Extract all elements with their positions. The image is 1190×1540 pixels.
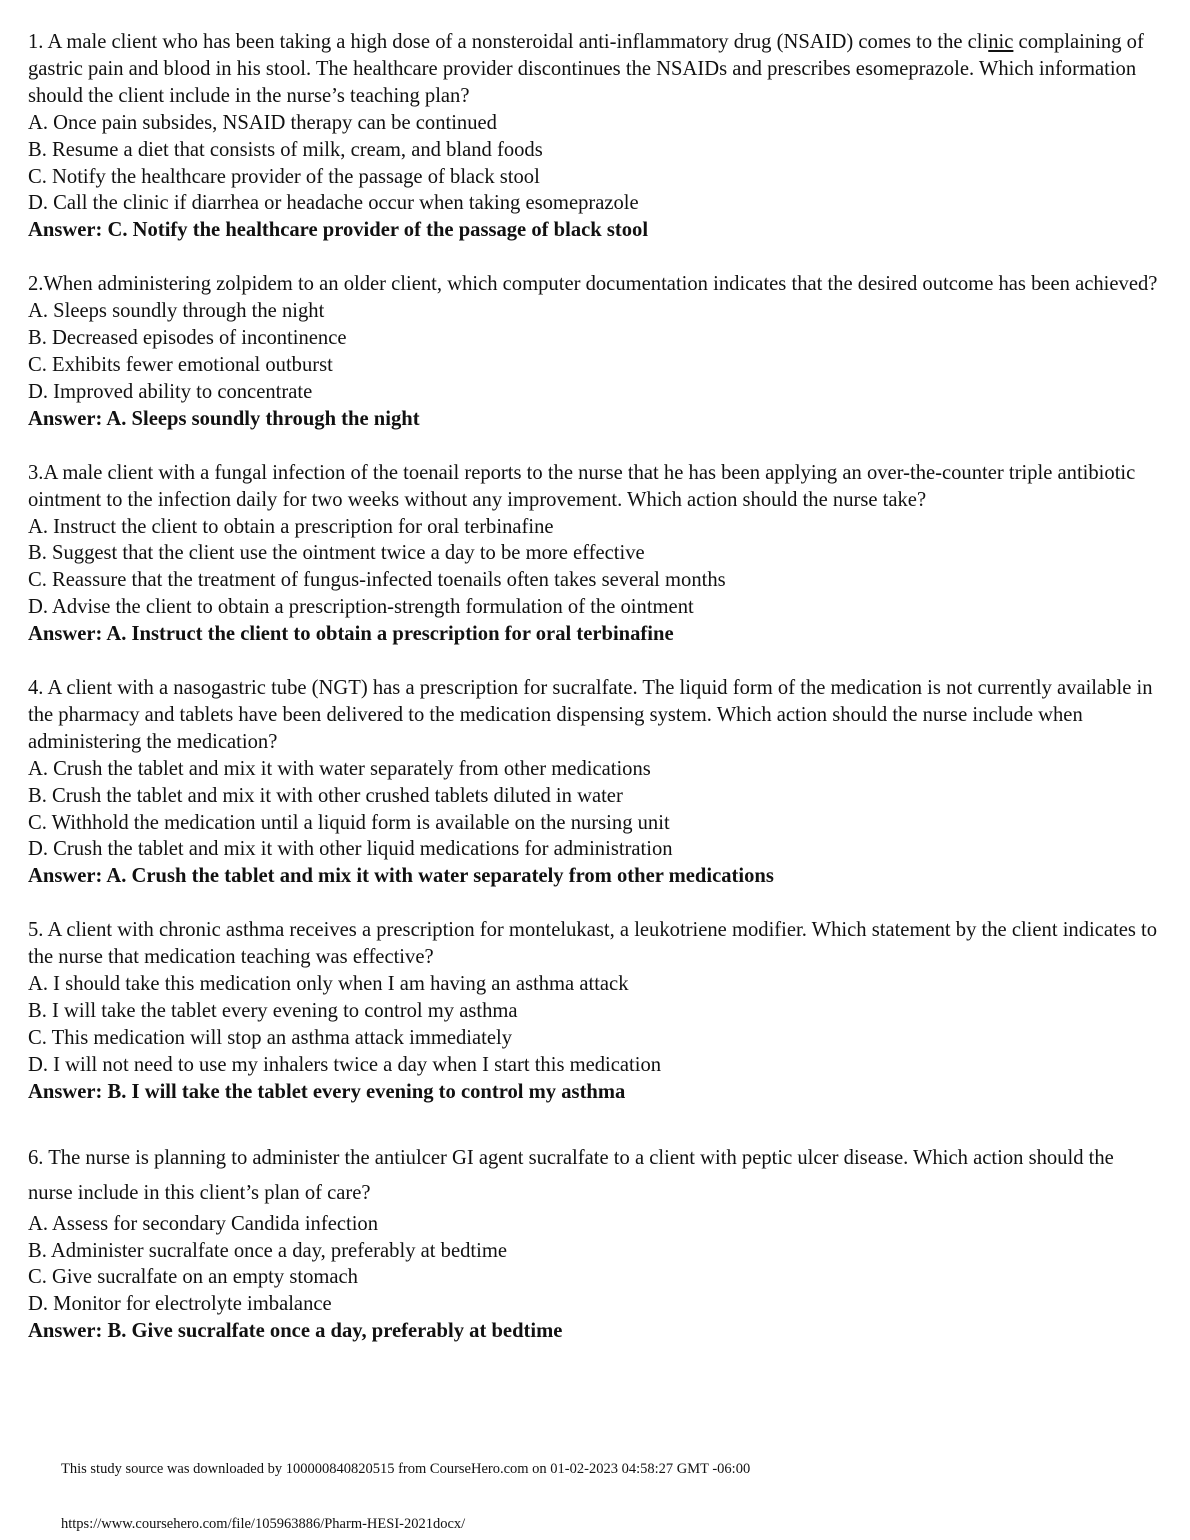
option-a: A. Instruct the client to obtain a prescription for oral terbinafine xyxy=(28,515,554,538)
question-4 xyxy=(28,675,1163,890)
answer-line: Answer: B. Give sucralfate once a day, preferably at bedtime xyxy=(28,1320,563,1343)
question-stem: 2.When administering zolpidem to an older client, which computer documentation indicates that the desired outcome has been achieved? xyxy=(28,273,1158,296)
spacer xyxy=(28,244,1163,271)
question-stem-end: complaining of gastric pain and blood in his stool. The healthcare provider discontinues the NSAIDs and prescribes esomeprazole. Which information should the client include in the nurse’s teaching plan? xyxy=(28,31,1144,107)
spacer xyxy=(28,1106,1163,1133)
option-d: D. I will not need to use my inhalers twice a day when I start this medication xyxy=(28,1053,662,1076)
option-a: A. I should take this medication only when I am having an asthma attack xyxy=(28,973,629,996)
question-stem: 5. A client with chronic asthma receives a prescription for montelukast, a leukotriene modifier. Which statement by the client indicates to the nurse that medication teaching was effective? xyxy=(28,919,1158,969)
option-c: C. Withhold the medication until a liquid form is available on the nursing unit xyxy=(28,811,670,834)
option-b: B. Crush the tablet and mix it with other crushed tablets diluted in water xyxy=(28,784,623,807)
option-d: D. Call the clinic if diarrhea or headache occur when taking esomeprazole xyxy=(28,192,639,215)
spacer xyxy=(28,433,1163,460)
question-stem: 4. A client with a nasogastric tube (NGT) has a prescription for sucralfate. The liquid form of the medication is not currently available in the pharmacy and tablets have been delivered to the medication dispensing system. Which action should the nurse include when administering the medication? xyxy=(28,677,1153,753)
document-page xyxy=(28,29,1163,1345)
spacer xyxy=(28,890,1163,917)
option-d: D. Crush the tablet and mix it with other liquid medications for administration xyxy=(28,838,673,861)
option-b: B. Administer sucralfate once a day, preferably at bedtime xyxy=(28,1239,507,1262)
question-1 xyxy=(28,29,1163,244)
answer-line: Answer: A. Instruct the client to obtain a prescription for oral terbinafine xyxy=(28,623,674,646)
source-url: https://www.coursehero.com/file/105963886/Pharm-HESI-2021docx/ xyxy=(61,1516,466,1532)
question-3 xyxy=(28,460,1163,648)
option-b: B. I will take the tablet every evening to control my asthma xyxy=(28,1000,518,1022)
option-b: B. Decreased episodes of incontinence xyxy=(28,327,347,350)
option-d: D. Advise the client to obtain a prescription-strength formulation of the ointment xyxy=(28,596,694,619)
option-b: B. Resume a diet that consists of milk, cream, and bland foods xyxy=(28,138,543,161)
option-a: A. Assess for secondary Candida infection xyxy=(28,1212,379,1235)
option-c: C. Exhibits fewer emotional outburst xyxy=(28,353,333,376)
option-a: A. Crush the tablet and mix it with water separately from other medications xyxy=(28,757,651,780)
question-6 xyxy=(28,1141,1163,1346)
answer-line: Answer: C. Notify the healthcare provider of the passage of black stool xyxy=(28,219,649,242)
question-5 xyxy=(28,917,1163,1105)
answer-line: Answer: A. Crush the tablet and mix it with water separately from other medications xyxy=(28,865,774,888)
question-stem-start: 1. A male client who has been taking a high dose of a nonsteroidal anti-inflammatory drug (NSAID) comes to the cli xyxy=(28,31,989,53)
spacer xyxy=(28,648,1163,675)
option-b: B. Suggest that the client use the ointment twice a day to be more effective xyxy=(28,542,645,565)
option-a: A. Once pain subsides, NSAID therapy can be continued xyxy=(28,111,497,134)
option-d: D. Monitor for electrolyte imbalance xyxy=(28,1293,332,1316)
question-stem-underlined: nic xyxy=(988,31,1014,53)
answer-line: Answer: B. I will take the tablet every evening to control my asthma xyxy=(28,1080,626,1103)
option-c: C. Reassure that the treatment of fungus-infected toenails often takes several months xyxy=(28,569,726,592)
option-c: C. Notify the healthcare provider of the passage of black stool xyxy=(28,165,540,188)
download-source-notice: This study source was downloaded by 100000840820515 from CourseHero.com on 01-02-2023 04:58:27 GMT -06:00 xyxy=(61,1461,751,1477)
question-stem: 6. The nurse is planning to administer the antiulcer GI agent sucralfate to a client with peptic ulcer disease. Which action should the nurse include in this client’s plan of care? xyxy=(28,1146,1114,1204)
question-stem xyxy=(28,29,1163,110)
question-2 xyxy=(28,271,1163,432)
option-c: C. This medication will stop an asthma attack immediately xyxy=(28,1026,513,1049)
question-stem: 3.A male client with a fungal infection of the toenail reports to the nurse that he has been applying an over-the-counter triple antibiotic ointment to the infection daily for two weeks without any improvement. Which action should the nurse take? xyxy=(28,461,1136,511)
option-c: C. Give sucralfate on an empty stomach xyxy=(28,1266,358,1289)
option-d: D. Improved ability to concentrate xyxy=(28,380,313,403)
option-a: A. Sleeps soundly through the night xyxy=(28,300,325,323)
answer-line: Answer: A. Sleeps soundly through the night xyxy=(28,407,420,430)
